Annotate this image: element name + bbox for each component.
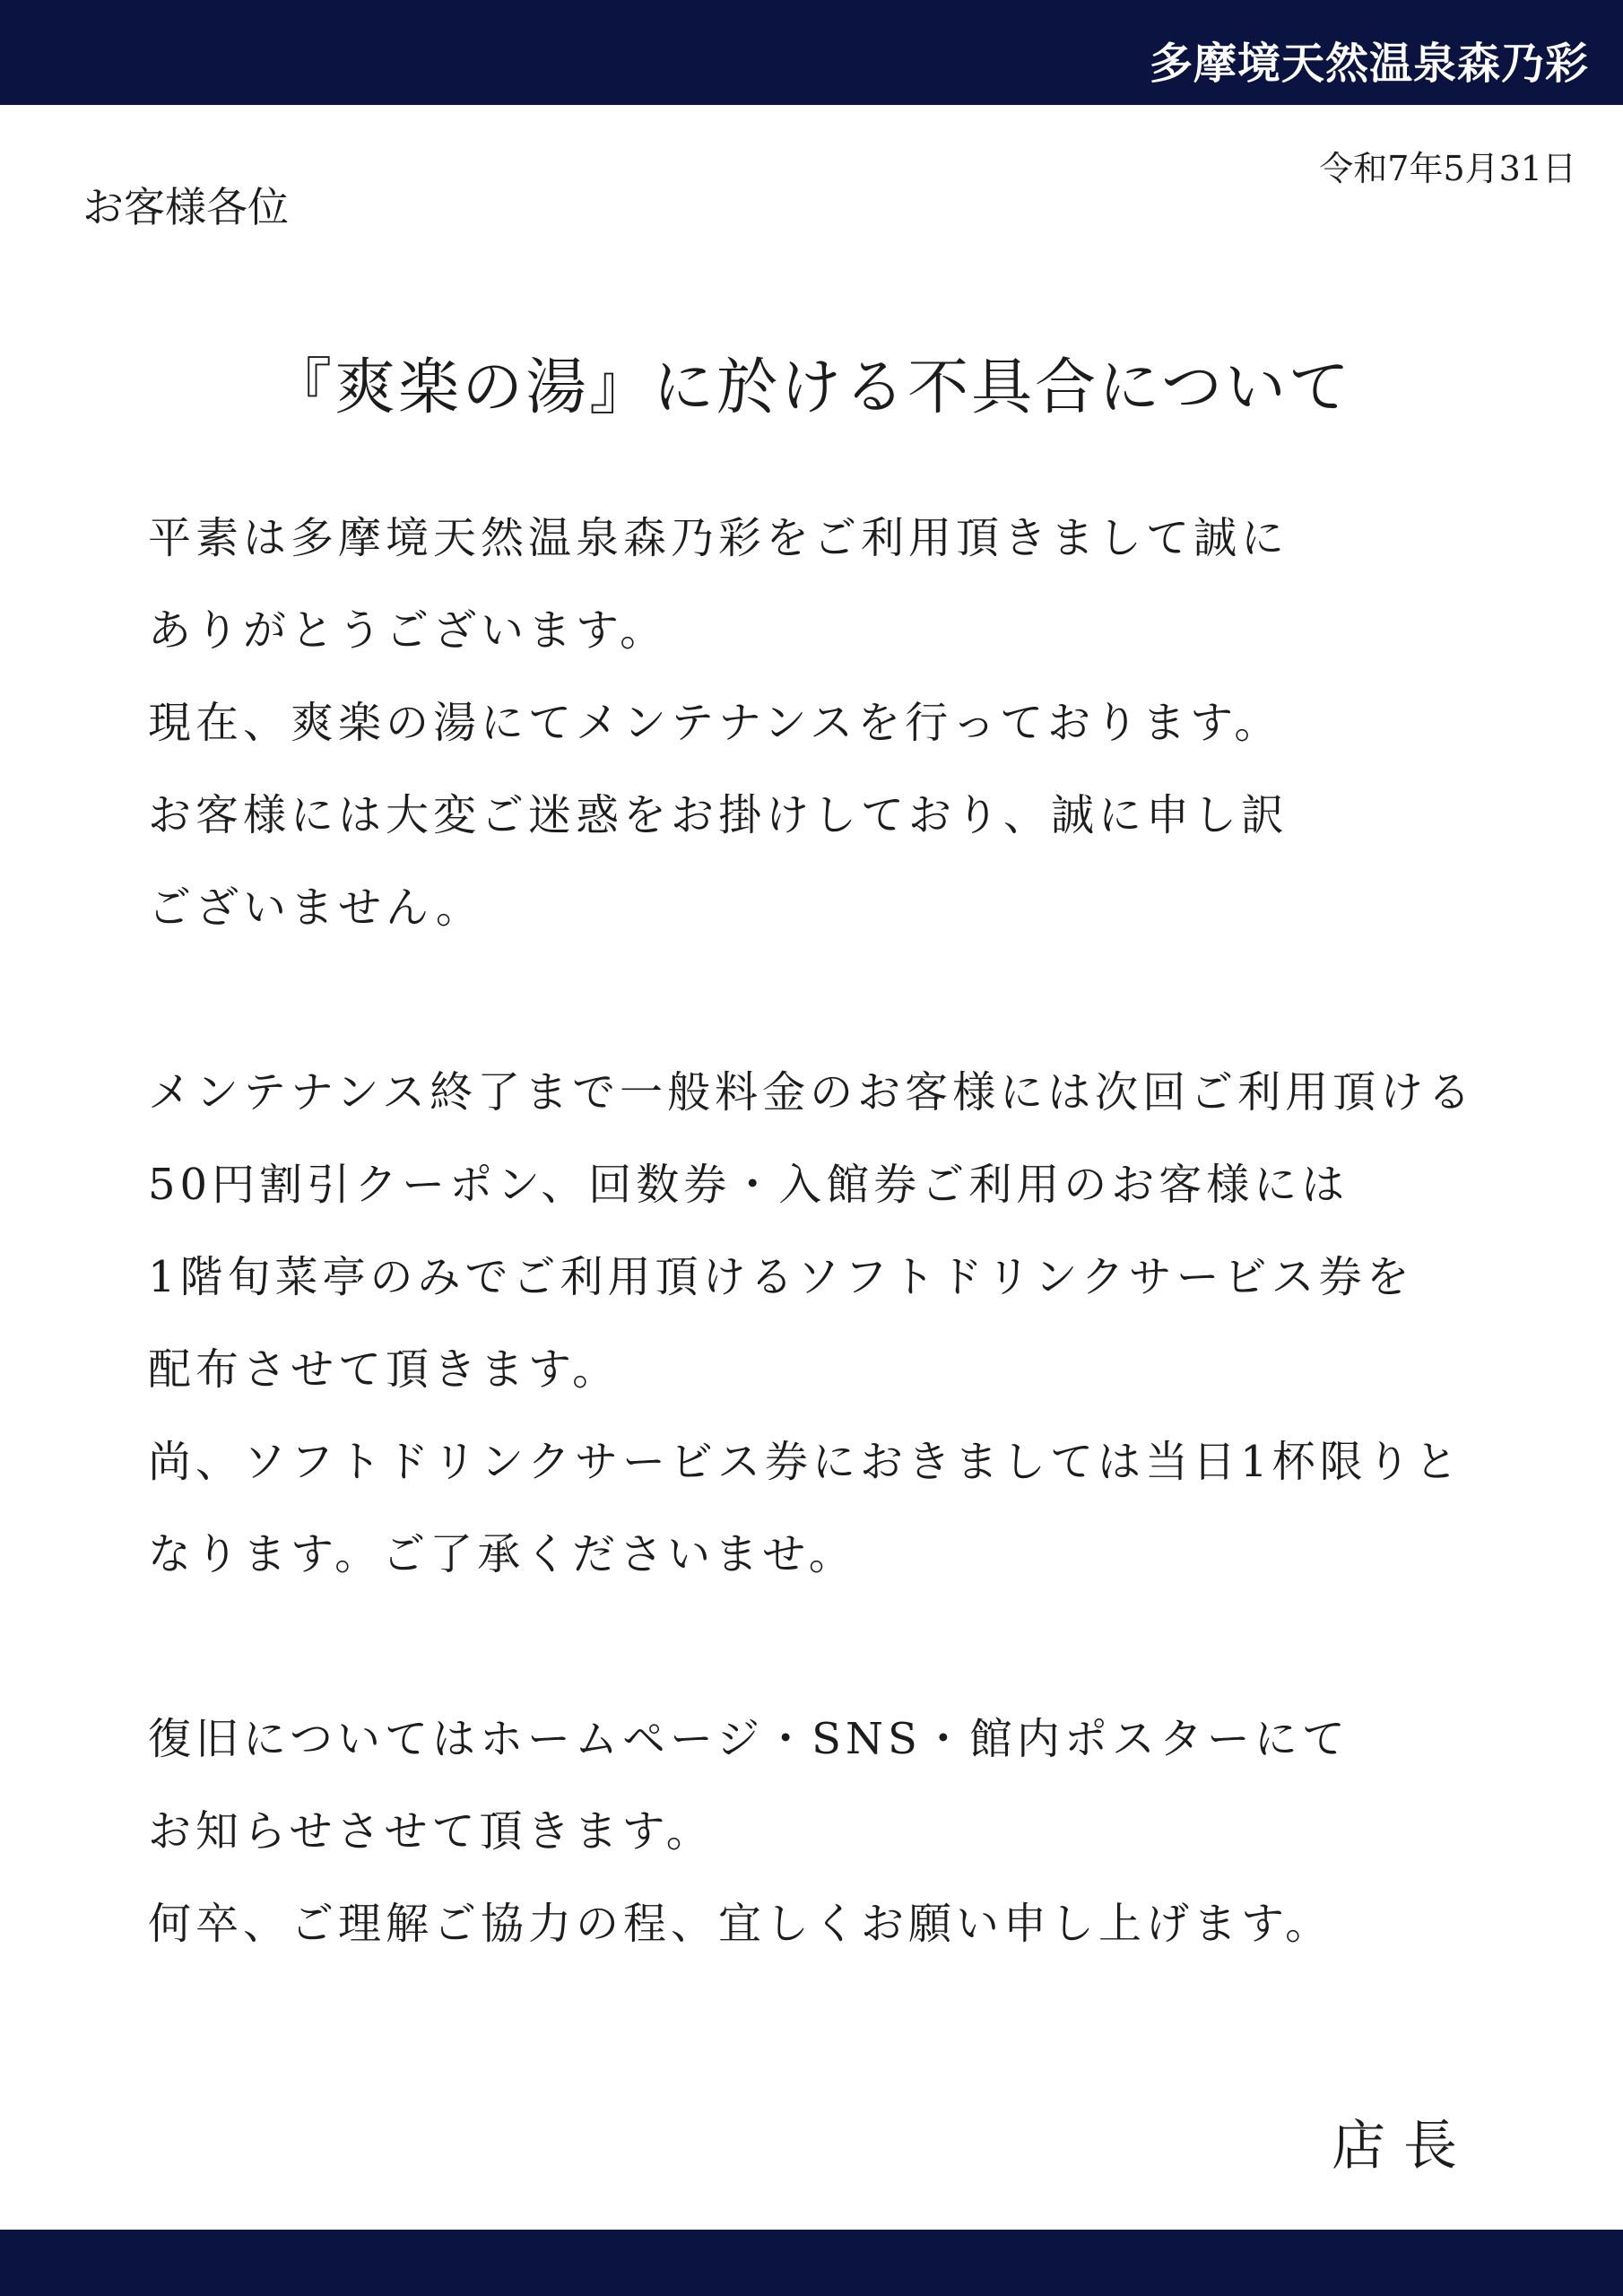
body-line: お客様には大変ご迷惑をお掛けしており、誠に申し訳 [148, 790, 1289, 840]
paragraph-gap [148, 1615, 1583, 1708]
body-line: 現在、爽楽の湯にてメンテナンスを行っております。 [148, 698, 1282, 748]
notice-date: 令和7年5月31日 [1319, 149, 1576, 188]
body-line: ございません。 [148, 883, 483, 933]
body-line: 50円割引クーポン、回数券・入館券ご利用のお客様には [148, 1160, 1350, 1210]
notice-body [148, 507, 1583, 1985]
body-line: メンテナンス終了まで一般料金のお客様には次回ご利用頂ける [148, 1067, 1476, 1118]
notice-title: 『爽楽の湯』に於ける不具合について [271, 352, 1352, 423]
header-bar [0, 0, 1623, 105]
signature: 店長 [1332, 2115, 1475, 2178]
body-line: お知らせさせて頂きます。 [148, 1806, 714, 1857]
body-line: 配布させて頂きます。 [148, 1344, 621, 1395]
body-line: 復旧についてはホームページ・SNS・館内ポスターにて [148, 1714, 1350, 1764]
footer-bar [0, 2230, 1623, 2296]
paragraph-gap [148, 969, 1583, 1061]
body-line: なります。ご了承くださいませ。 [148, 1529, 856, 1579]
body-line: 尚、ソフトドリンクサービス券におきましては当日1杯限りと [148, 1437, 1462, 1487]
body-line: 1階旬菜亭のみでご利用頂けるソフトドリンクサービス券を [148, 1252, 1414, 1302]
body-line: ありがとうございます。 [148, 605, 668, 656]
facility-name: 多摩境天然温泉森乃彩 [1149, 39, 1589, 89]
body-line: 何卒、ご理解ご協力の程、宜しくお願い申し上げます。 [148, 1899, 1333, 1949]
body-line: 平素は多摩境天然温泉森乃彩をご利用頂きまして誠に [148, 513, 1289, 563]
addressee: お客様各位 [82, 183, 289, 231]
